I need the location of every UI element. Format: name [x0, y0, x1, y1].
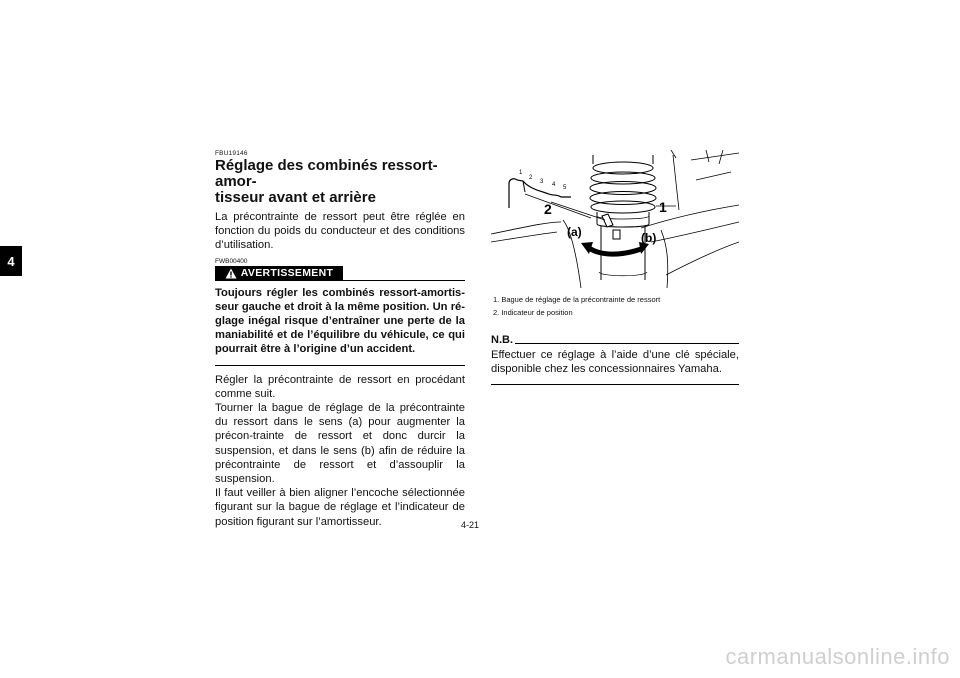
scale-number-5: 5	[563, 185, 567, 191]
warning-badge	[215, 266, 343, 281]
warning-triangle-icon	[225, 268, 237, 279]
note-header	[491, 334, 739, 346]
note-rule	[515, 343, 739, 344]
caption-2: 2. Indicateur de position	[493, 307, 573, 317]
scale-number-3: 3	[540, 179, 544, 185]
note-box	[491, 334, 739, 385]
scale-number-4: 4	[552, 182, 556, 188]
figure-captions	[493, 294, 660, 319]
instructions	[215, 373, 465, 529]
direction-b-label: (b)	[641, 231, 657, 245]
chapter-tab: 4	[0, 246, 22, 276]
callout-1: 1	[659, 199, 667, 215]
direction-a-label: (a)	[567, 225, 582, 239]
warning-text: Toujours régler les combinés ressort-amortis-seur gauche et droit à la même position. Un ré-glage inégal risque d’entraîner une perte de la maniabilité et de l’équilibre du véhicule, ce qui pourrait être à l’origine d’un accident.	[215, 286, 465, 366]
warning-header	[215, 266, 465, 282]
instruction-paragraph-1: Régler la précontrainte de ressort en procédant comme suit.	[215, 373, 465, 400]
caption-1: 1. Bague de réglage de la précontrainte de ressort	[493, 295, 661, 304]
callout-2: 2	[544, 201, 552, 217]
main-column	[215, 150, 465, 529]
scale-number-1: 1	[519, 170, 523, 176]
shock-absorber-illustration	[491, 150, 739, 288]
scale-number-2: 2	[529, 175, 533, 181]
scale-numbers	[519, 170, 567, 191]
instruction-paragraph-2: Tourner la bague de réglage de la précontrainte du ressort dans le sens (a) pour augmenter la précon-trainte de ressort et donc durcir la suspension, et dans le sens (b) afin de réduire la précontrainte de ressort et d’assouplir la suspension.	[215, 402, 465, 486]
page-number: 4-21	[461, 520, 480, 530]
intro-paragraph: La précontrainte de ressort peut être réglée en fonction du poids du conducteur et des conditions d’utilisation.	[215, 211, 465, 252]
page-title: Réglage des combinés ressort-amor- tisseur avant et arrière	[215, 157, 438, 206]
watermark: carmanualsonline.info	[725, 644, 950, 669]
note-label: N.B.	[491, 334, 513, 346]
note-text: Effectuer ce réglage à l’aide d’une clé spéciale, disponible chez les concessionnaires Yamaha.	[491, 348, 739, 385]
instruction-paragraph-3: Il faut veiller à bien aligner l’encoche sélectionnée figurant sur la bague de réglage et l’indicateur de position figurant sur l’amortisseur.	[215, 487, 465, 528]
section-code: FBU19146	[215, 150, 248, 157]
warning-code: FWB00400	[215, 257, 248, 265]
warning-label: AVERTISSEMENT	[240, 267, 334, 280]
